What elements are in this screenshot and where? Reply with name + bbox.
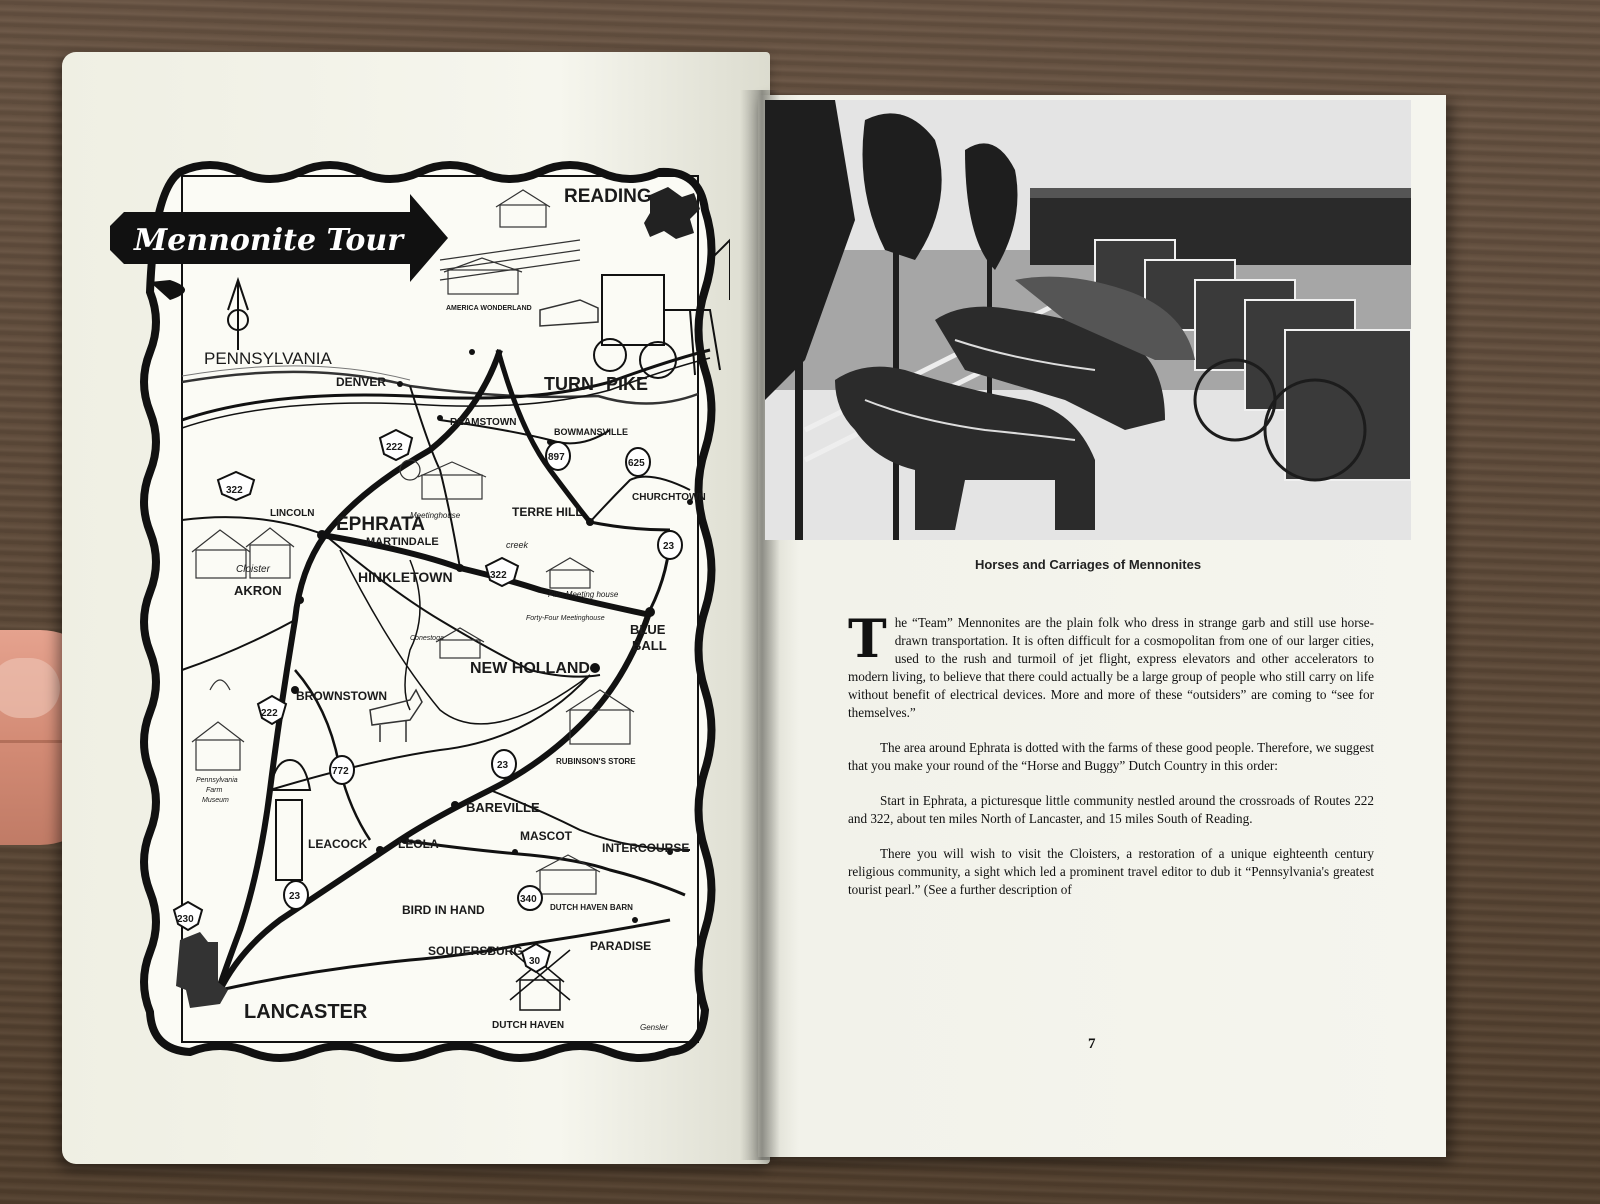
route-shield-625	[626, 448, 650, 476]
town-lincoln: LINCOLN	[270, 508, 315, 519]
town-mascot: MASCOT	[520, 829, 572, 843]
turnpike-label-1: TURN	[544, 374, 594, 394]
svg-text:897: 897	[548, 452, 565, 463]
horses-carriages-photo	[765, 100, 1411, 540]
town-lancaster: LANCASTER	[244, 1001, 368, 1023]
svg-text:222: 222	[261, 708, 278, 719]
svg-text:772: 772	[332, 766, 349, 777]
paragraph-3: Start in Ephrata, a picturesque little community nestled around the crossroads of Routes 222 and 322, about ten miles North of Lancaster, and 15 miles South of Reading.	[848, 793, 1374, 826]
landmark-forty-four: Forty-Four Meetinghouse	[526, 615, 605, 622]
svg-text:340: 340	[520, 894, 537, 905]
turnpike-label-2: PIKE	[606, 374, 649, 394]
landmark-conestoga: Conestoga	[410, 635, 444, 642]
thumbnail	[0, 658, 60, 718]
town-brownstown: BROWNSTOWN	[296, 689, 388, 703]
svg-text:625: 625	[628, 458, 645, 469]
town-bird-in-hand: BIRD IN HAND	[402, 903, 485, 917]
svg-text:23: 23	[289, 891, 301, 902]
landmark-dutch-haven: DUTCH HAVEN	[492, 1020, 565, 1031]
town-hinkletown: HINKLETOWN	[358, 569, 453, 585]
town-churchtown: CHURCHTOWN	[632, 492, 706, 503]
drop-cap: T	[848, 609, 887, 670]
town-terre-hill: TERRE HILL	[512, 505, 583, 519]
town-bareville: BAREVILLE	[466, 800, 540, 815]
mennonite-tour-map	[110, 150, 730, 1075]
landmark-meetinghouse: Meetinghouse	[410, 511, 461, 520]
svg-text:23: 23	[663, 541, 675, 552]
town-leacock: LEACOCK	[308, 837, 368, 851]
route-shield-222a	[380, 430, 412, 460]
state-label: PENNSYLVANIA	[204, 349, 332, 368]
route-shield-23a	[658, 531, 682, 559]
town-bowmansville: BOWMANSVILLE	[554, 427, 628, 437]
town-intercourse: INTERCOURSE	[602, 841, 690, 855]
town-martindale: MARTINDALE	[366, 536, 439, 548]
map-title: Mennonite Tour	[134, 223, 404, 258]
paragraph-4: There you will wish to visit the Cloisters, a restoration of a unique eighteenth century religious community, a sight which led a prominent travel editor to dub it “Pennsylvania's greatest tourist pearl.” (See a further description of	[848, 846, 1374, 897]
svg-text:222: 222	[386, 442, 403, 453]
town-ball: BALL	[632, 638, 667, 653]
route-shield-897	[546, 442, 570, 470]
svg-text:322: 322	[226, 485, 243, 496]
landmark-pike-meeting-house: Pike Meeting house	[548, 590, 619, 599]
town-leola: LEOLA	[398, 837, 439, 851]
landmark-creek: creek	[506, 540, 529, 550]
artist-signature: Gensler	[640, 1023, 669, 1032]
town-soudersburg: SOUDERSBURG	[428, 944, 523, 958]
landmark-dutch-haven-barn: DUTCH HAVEN BARN	[550, 903, 633, 912]
svg-text:230: 230	[177, 914, 194, 925]
route-shield-772	[330, 756, 354, 784]
town-reading: READING	[564, 186, 652, 207]
route-shield-23b	[492, 750, 516, 778]
svg-text:322: 322	[490, 570, 507, 581]
town-reamstown: REAMSTOWN	[450, 417, 517, 428]
route-shield-23c	[284, 881, 308, 909]
svg-text:23: 23	[497, 760, 509, 771]
landmark-farm-museum-3: Museum	[202, 797, 229, 804]
route-shield-340	[518, 886, 542, 910]
paragraph-1-text: he “Team” Mennonites are the plain folk who dress in strange garb and still use horse-drawn transportation. It is often difficult for a cosmopolitan from one of our larger cities, used to the rush and turmoil of jet flight, express elevators and other accelerators to modern living, to believe that there could actually be a large group of people who still carry on life without benefit of electrical devices. More and more of these “outsiders” are coming to “see for themselves.”	[848, 615, 1374, 720]
town-akron: AKRON	[234, 583, 282, 598]
landmark-rubinsons-store: RUBINSON'S STORE	[556, 757, 636, 766]
photo-caption: Horses and Carriages of Mennonites	[974, 557, 1202, 572]
svg-text:30: 30	[529, 956, 541, 967]
town-paradise: PARADISE	[590, 939, 652, 953]
landmark-cloister: Cloister	[236, 564, 270, 575]
town-blue: BLUE	[630, 622, 666, 637]
paragraph-1	[848, 609, 1374, 722]
article-body	[848, 609, 1374, 916]
reading-city-shape	[644, 187, 700, 239]
landmark-america-wonderland: AMERICA WONDERLAND	[446, 305, 532, 312]
town-ephrata: EPHRATA	[336, 514, 426, 535]
landmark-farm-museum-2: Farm	[206, 787, 223, 794]
town-denver: DENVER	[336, 375, 387, 389]
town-new-holland: NEW HOLLAND	[470, 660, 590, 677]
map-svg	[110, 150, 730, 1070]
page-number: 7	[1088, 1036, 1096, 1052]
landmark-farm-museum-1: Pennsylvania	[196, 777, 238, 784]
paragraph-2: The area around Ephrata is dotted with the farms of these good people. Therefore, we suggest that you make your round of the “Horse and Buggy” Dutch Country in this order:	[848, 740, 1374, 773]
